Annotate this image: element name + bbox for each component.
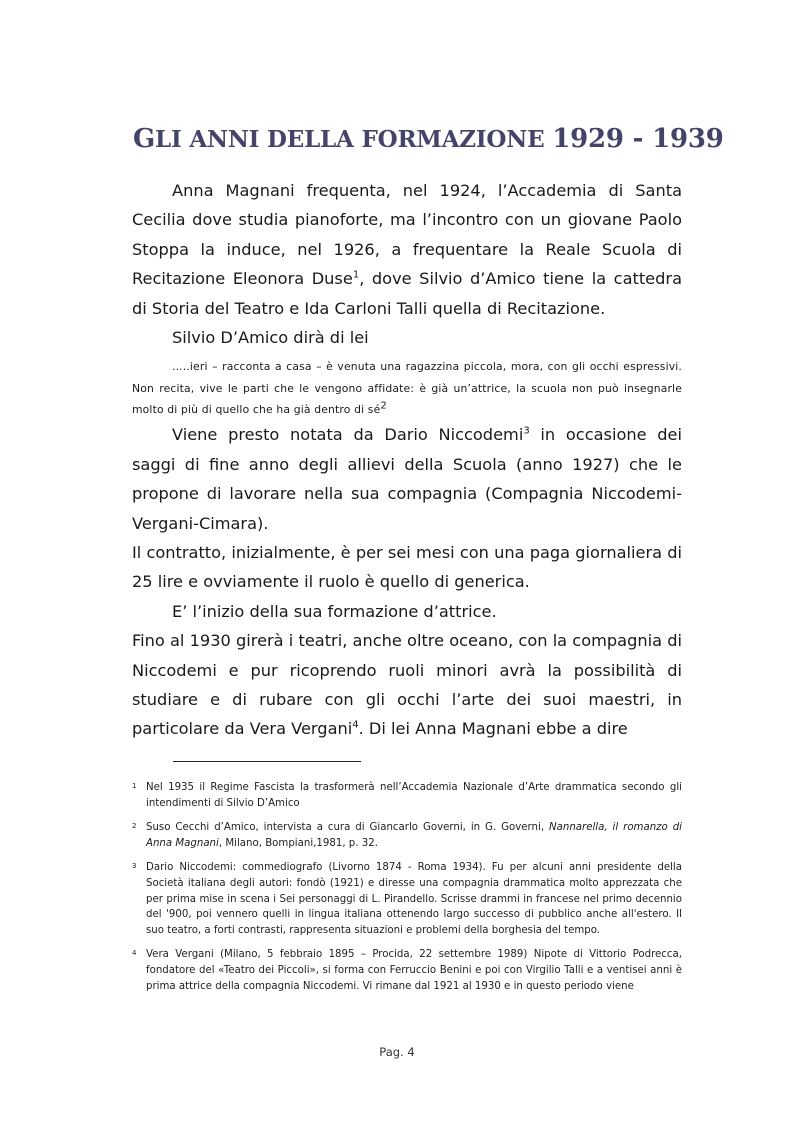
footnote-ref-3: 3 xyxy=(523,425,530,437)
footnote-text: Nel 1935 il Regime Fascista la trasformerà nell’Accademia Nazionale d’Arte drammatica secondo gli intendimenti di Silvio D’Amico xyxy=(146,782,682,809)
footnote-ref-1: 1 xyxy=(352,269,360,281)
paragraph-6 xyxy=(132,626,682,744)
page-number: Pag. 4 xyxy=(379,1045,415,1059)
footnotes xyxy=(132,780,682,1003)
footnote-ref-2: 2 xyxy=(380,400,387,412)
footnote-number: 2 xyxy=(132,822,137,831)
body-text xyxy=(132,176,682,744)
footnote-1 xyxy=(132,780,682,811)
footnote-3 xyxy=(132,860,682,938)
heading-years: 1929 - 1939 xyxy=(552,124,724,154)
footnote-4 xyxy=(132,947,682,994)
paragraph-1-part-b: , dove Silvio d’Amico tiene la cattedra di Storia del Teatro e Ida Carloni Talli quella di Recitazione. xyxy=(132,269,682,318)
footnote-2-part-b: , Milano, Bompiani,1981, p. 32. xyxy=(218,837,378,849)
footnote-ref-4: 4 xyxy=(352,720,359,731)
paragraph-4: Il contratto, inizialmente, è per sei mesi con una paga giornaliera di 25 lire e ovviamente il ruolo è quello di generica. xyxy=(132,542,682,592)
heading-smallcaps: LI ANNI DELLA FORMAZIONE xyxy=(155,126,553,153)
footnote-number: 4 xyxy=(132,949,137,958)
footnote-2 xyxy=(132,820,682,851)
footnote-number: 3 xyxy=(132,862,137,871)
paragraph-1-part-a: Anna Magnani frequenta, nel 1924, l’Accademia di Santa Cecilia dove studia pianoforte, ma l’incontro con un giovane Paolo Stoppa la induce, nel 1926, a frequentare la Reale Scuola di Recitazione Eleonora Duse xyxy=(132,181,682,289)
paragraph-6-part-b: . Di lei Anna Magnani ebbe a dire xyxy=(358,719,628,739)
footnote-2-part-a: Suso Cecchi d’Amico, intervista a cura di Giancarlo Governi, in G. Governi, xyxy=(146,822,549,834)
paragraph-3 xyxy=(132,420,682,538)
footnote-separator xyxy=(173,761,361,762)
paragraph-6-part-a: Fino al 1930 girerà i teatri, anche oltre oceano, con la compagnia di Niccodemi e pur ricoprendo ruoli minori avrà la possibilità di studiare e di rubare con gli occhi l’arte dei suoi maestri, in particolare da Vera Vergani xyxy=(132,631,682,739)
quote-text: .....ieri – racconta a casa – è venuta una ragazzina piccola, mora, con gli occhi espressivi. Non recita, vive le parti che le vengono affidate: è già un’attrice, la scuola non può insegnarle molto di più di quello che ha già dentro di sé xyxy=(132,360,682,417)
footnote-number: 1 xyxy=(132,782,137,790)
block-quote xyxy=(132,356,682,420)
footnote-text: Dario Niccodemi: commediografo (Livorno 1874 - Roma 1934). Fu per alcuni anni presidente della Società italiana degli autori: fondò (1921) e diresse una compagnia drammatica molto apprezzata che per prima mise in scena i Sei personaggi di L. Pirandello. Scrisse drammi in francese nel primo decennio del '900, poi vennero quelli in lingua italiana ottenendo largo successo di pubblico anche all'estero. Il suo teatro, a forti contrasti, rappresenta situazioni e problemi della borghesia del tempo. xyxy=(146,862,682,936)
paragraph-3-part-a: Viene presto notata da Dario Niccodemi xyxy=(172,425,524,445)
chapter-heading xyxy=(133,124,724,154)
heading-initial: G xyxy=(133,124,156,154)
footnote-text xyxy=(146,820,682,851)
paragraph-1 xyxy=(132,176,682,323)
footnote-text: Vera Vergani (Milano, 5 febbraio 1895 – Procida, 22 settembre 1989) Nipote di Vittorio Podrecca, fondatore del «Teatro dei Piccoli», si forma con Ferruccio Benini e poi con Virgilio Talli e a ventisei anni è prima attrice della compagnia Niccodemi. Vi rimane dal 1921 al 1930 e in questo periodo viene xyxy=(146,949,682,992)
paragraph-5: E’ l’inizio della sua formazione d’attrice. xyxy=(172,601,497,621)
paragraph-2: Silvio D’Amico dirà di lei xyxy=(172,328,369,348)
book-title: Nannarella, il romanzo di Anna Magnani xyxy=(146,822,682,849)
paragraph-3-part-b: in occasione dei saggi di fine anno degli allievi della Scuola (anno 1927) che le propone di lavorare nella sua compagnia (Compagnia Niccodemi-Vergani-Cimara). xyxy=(132,425,683,533)
